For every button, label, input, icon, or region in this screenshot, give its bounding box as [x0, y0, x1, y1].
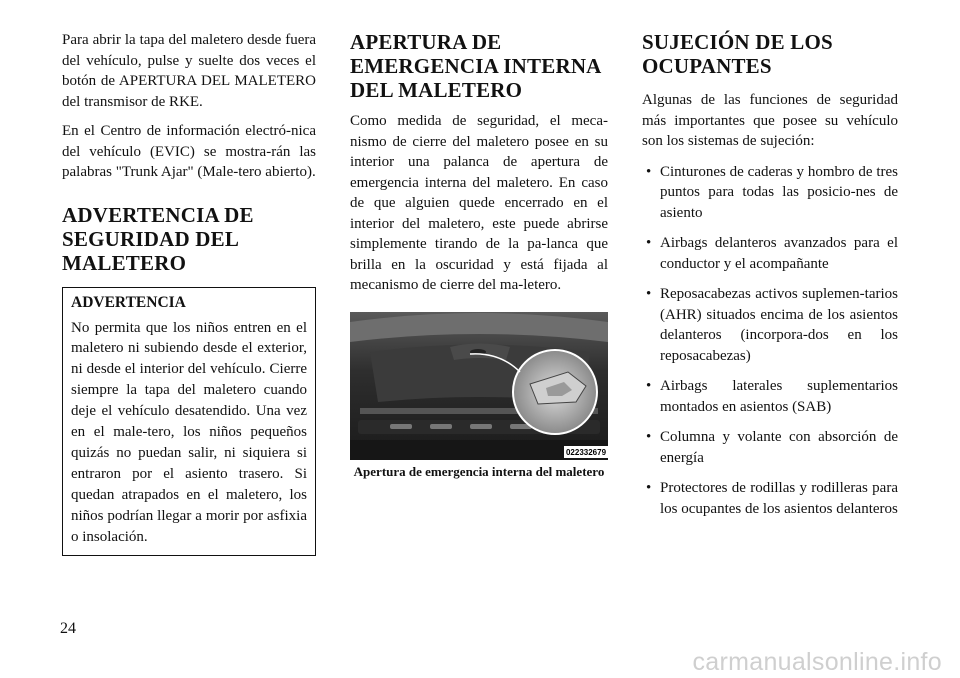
list-item: • Cinturones de caderas y hombro de tres puntos para todas las posicio-nes de asiento	[646, 163, 898, 221]
bullet-icon: •	[646, 286, 652, 302]
list-item: • Protectores de rodillas y rodilleras para los ocupantes de los asientos delanteros	[646, 480, 898, 517]
column-middle	[350, 30, 608, 480]
heading-occupant-restraints: SUJECIÓN DE LOS OCUPANTES	[642, 30, 833, 78]
bullet-icon: •	[646, 163, 652, 180]
paragraph-emergency-release: Como medida de seguridad, el meca-nismo de cierre del maletero posee en su interior una palanca de apertura de emergencia interna del maletero. En caso de que alguien quede encerrado en el interior del maletero, este puede abrirse simplemente tirando de la pa-lanca que brilla en la oscuridad y está fijada al mecanismo de cierre del ma-letero.	[350, 113, 608, 293]
list-item: • Reposacabezas activos suplemen-tarios (AHR) situados encima de los asientos delanteros (incorpora-dos en los reposacabezas)	[646, 286, 898, 364]
page-number: 24	[60, 620, 76, 637]
list-item: • Columna y volante con absorción de energía	[646, 429, 898, 466]
column-right	[642, 30, 898, 519]
bullet-icon: •	[646, 429, 652, 445]
paragraph-evic: En el Centro de información electró-nica del vehículo (EVIC) se mostra-rán las palabras "Trunk Ajar" (Male-tero abierto).	[62, 123, 316, 180]
heading-trunk-safety-warning: ADVERTENCIA DE SEGURIDAD DEL MALETERO	[62, 202, 254, 275]
photo-caption: Apertura de emergencia interna del maletero	[353, 463, 605, 479]
bullet-icon: •	[646, 378, 652, 394]
trunk-release-photo	[350, 312, 608, 460]
restraints-list	[642, 162, 898, 520]
paragraph-restraints-intro: Algunas de las funciones de seguridad más importantes que posee su vehículo son los sistemas de sujeción:	[642, 92, 898, 149]
watermark: carmanualsonline.info	[692, 648, 942, 676]
bullet-icon: •	[646, 235, 652, 251]
column-left	[62, 30, 316, 556]
trunk-interior-illustration	[350, 312, 608, 460]
warning-text: No permita que los niños entren en el maletero ni subiendo desde el exterior, ni desde el interior del vehículo. Cierre siempre la tapa del maletero cuando deje el vehículo desatendido. Una vez en el male-tero, los niños pequeños quizás no puedan salir, ni siquiera si entraron por el asiento trasero. Si quedan atrapados en el maletero, los niños podrían llegar a morir por asfixia o insolación.	[71, 319, 307, 545]
warning-title: ADVERTENCIA	[71, 293, 186, 311]
paragraph-trunk-open: Para abrir la tapa del maletero desde fuera del vehículo, pulse y suelte dos veces el botón de APERTURA DEL MALETERO del transmisor de RKE.	[62, 32, 316, 110]
heading-emergency-release: APERTURA DE EMERGENCIA INTERNA DEL MALETERO	[350, 30, 601, 102]
image-code-label: 022332679	[565, 447, 607, 457]
list-item: • Airbags laterales suplementarios montados en asientos (SAB)	[646, 378, 898, 415]
bullet-icon: •	[646, 480, 652, 496]
warning-box	[62, 287, 316, 557]
list-item: • Airbags delanteros avanzados para el conductor y el acompañante	[646, 235, 898, 272]
